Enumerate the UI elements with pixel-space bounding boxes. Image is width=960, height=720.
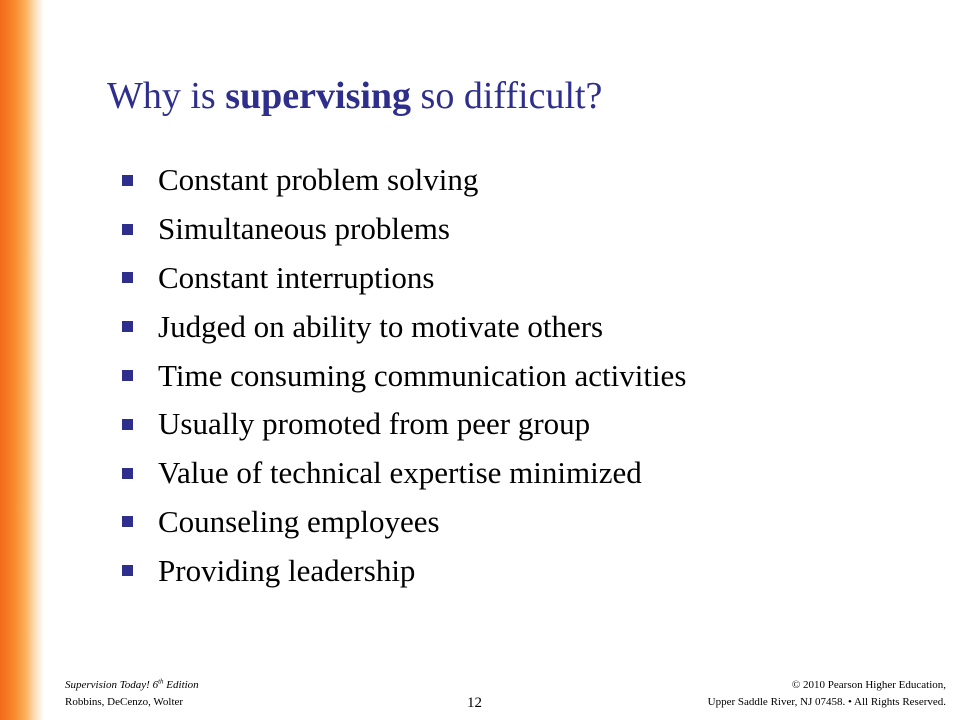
- bullet-list: [122, 156, 686, 595]
- bullet-text: Judged on ability to motivate others: [158, 308, 604, 344]
- book-title-text: Supervision Today! 6: [65, 679, 159, 691]
- square-bullet-icon: [122, 272, 133, 283]
- bullet-text: Constant problem solving: [158, 162, 479, 198]
- slide-title: [107, 72, 602, 120]
- book-authors: Robbins, DeCenzo, Wolter: [65, 696, 184, 708]
- bullet-item: [122, 254, 686, 303]
- bullet-text: Usually promoted from peer group: [158, 406, 591, 442]
- accent-side-bar: [0, 0, 44, 720]
- square-bullet-icon: [122, 565, 133, 576]
- square-bullet-icon: [122, 175, 133, 186]
- bullet-item: [122, 546, 686, 595]
- title-prefix: Why is: [107, 75, 226, 117]
- square-bullet-icon: [122, 516, 133, 527]
- square-bullet-icon: [122, 370, 133, 381]
- copyright-line-1: © 2010 Pearson Higher Education,: [791, 679, 946, 691]
- bullet-text: Value of technical expertise minimized: [158, 455, 642, 491]
- bullet-text: Time consuming communication activities: [158, 357, 687, 393]
- footer-copyright: [708, 677, 946, 711]
- bullet-item: [122, 400, 686, 449]
- square-bullet-icon: [122, 419, 133, 430]
- bullet-text: Constant interruptions: [158, 259, 435, 295]
- bullet-item: [122, 449, 686, 498]
- square-bullet-icon: [122, 224, 133, 235]
- bullet-text: Providing leadership: [158, 552, 416, 588]
- bullet-item: [122, 302, 686, 351]
- bullet-item: [122, 156, 686, 205]
- footer-book-info: [65, 677, 199, 711]
- bullet-item: [122, 351, 686, 400]
- book-title: [65, 677, 199, 694]
- edition-suffix: Edition: [163, 679, 199, 691]
- bullet-item: [122, 498, 686, 547]
- edition-superscript: th: [158, 677, 164, 686]
- copyright-line-2: Upper Saddle River, NJ 07458. • All Rights Reserved.: [707, 696, 946, 708]
- page-number: 12: [467, 695, 482, 711]
- square-bullet-icon: [122, 321, 133, 332]
- bullet-text: Counseling employees: [158, 503, 440, 539]
- square-bullet-icon: [122, 468, 133, 479]
- title-suffix: so difficult?: [411, 75, 603, 117]
- bullet-item: [122, 205, 686, 254]
- bullet-text: Simultaneous problems: [158, 211, 450, 247]
- title-emphasis: supervising: [225, 75, 412, 117]
